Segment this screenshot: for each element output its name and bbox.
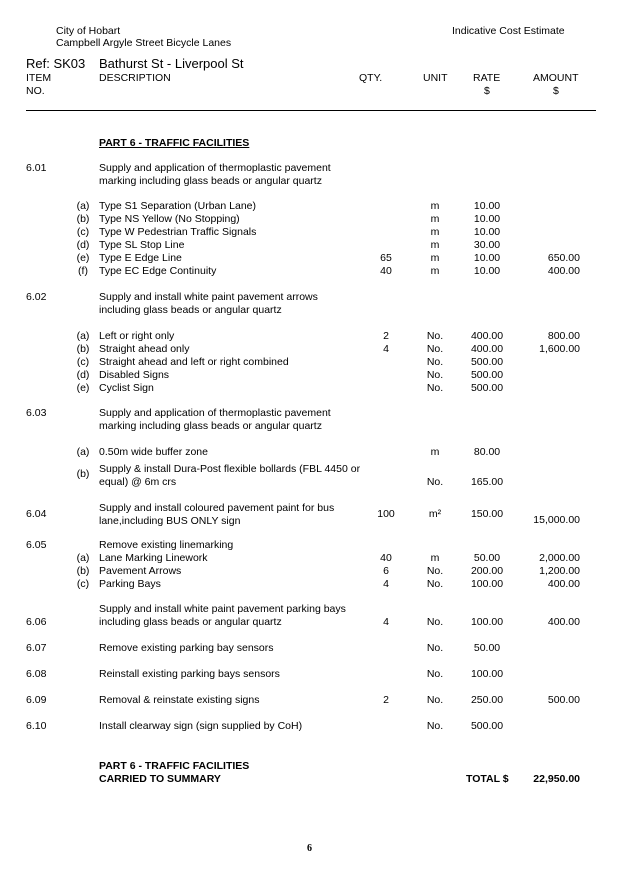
item-description: including glass beads or angular quartz xyxy=(99,304,282,316)
project-name: Campbell Argyle Street Bicycle Lanes xyxy=(56,37,232,49)
col-amount: AMOUNT xyxy=(533,72,579,84)
quantity: 6 xyxy=(383,565,389,577)
unit: No. xyxy=(426,356,444,368)
amount: 1,200.00 xyxy=(539,565,580,577)
total-label: TOTAL $ xyxy=(466,773,509,785)
unit: m xyxy=(430,226,440,238)
rate: 400.00 xyxy=(470,343,504,355)
amount: 15,000.00 xyxy=(533,514,580,526)
item-description: Type S1 Separation (Urban Lane) xyxy=(99,200,257,212)
item-description: Supply and install white paint pavement arrows xyxy=(99,291,318,303)
sub-item-letter: (d) xyxy=(76,369,90,381)
quantity: 40 xyxy=(380,265,392,277)
unit: No. xyxy=(426,578,444,590)
unit: m xyxy=(430,446,440,458)
amount: 500.00 xyxy=(547,694,580,706)
item-description: Supply and install white paint pavement parking bays xyxy=(99,603,346,615)
rate: 150.00 xyxy=(470,508,504,520)
unit: m xyxy=(430,252,440,264)
item-number: 6.01 xyxy=(26,162,47,174)
rate: 50.00 xyxy=(473,552,501,564)
sub-item-letter: (b) xyxy=(76,565,90,577)
sub-item-letter: (a) xyxy=(76,200,90,212)
unit: No. xyxy=(426,616,444,628)
item-description: Straight ahead only xyxy=(99,343,190,355)
item-number: 6.07 xyxy=(26,642,47,654)
reference-label: Ref: SK03 xyxy=(26,56,86,71)
item-description: Cyclist Sign xyxy=(99,382,154,394)
item-description: Remove existing parking bay sensors xyxy=(99,642,274,654)
item-description: Parking Bays xyxy=(99,578,161,590)
item-number: 6.05 xyxy=(26,539,47,551)
rate: 10.00 xyxy=(473,265,501,277)
rate: 200.00 xyxy=(470,565,504,577)
amount: 400.00 xyxy=(547,265,580,277)
unit: m xyxy=(430,213,440,225)
item-description: Install clearway sign (sign supplied by CoH) xyxy=(99,720,303,732)
item-description: Type NS Yellow (No Stopping) xyxy=(99,213,240,225)
sub-item-letter: (e) xyxy=(76,382,90,394)
unit: No. xyxy=(426,476,444,488)
rate: 100.00 xyxy=(470,668,504,680)
total-value: 22,950.00 xyxy=(533,773,580,785)
unit: No. xyxy=(426,642,444,654)
item-description: including glass beads or angular quartz xyxy=(99,616,282,628)
rate: 500.00 xyxy=(470,369,504,381)
quantity: 65 xyxy=(380,252,392,264)
item-description: Type SL Stop Line xyxy=(99,239,185,251)
rate: 100.00 xyxy=(470,616,504,628)
rate: 250.00 xyxy=(470,694,504,706)
col-item-no: NO. xyxy=(26,85,45,97)
item-number: 6.10 xyxy=(26,720,47,732)
sub-item-letter: (a) xyxy=(76,330,90,342)
rate: 500.00 xyxy=(470,382,504,394)
item-description: Supply & install Dura-Post flexible bollards (FBL 4450 or xyxy=(99,463,361,475)
col-unit: UNIT xyxy=(423,72,448,84)
unit: No. xyxy=(426,330,444,342)
unit: m xyxy=(430,239,440,251)
quantity: 40 xyxy=(380,552,392,564)
col-item: ITEM xyxy=(26,72,52,84)
rate: 50.00 xyxy=(473,642,501,654)
header-divider xyxy=(26,110,596,111)
sub-item-letter: (a) xyxy=(76,552,90,564)
unit: No. xyxy=(426,720,444,732)
quantity: 4 xyxy=(383,343,389,355)
unit: No. xyxy=(426,694,444,706)
item-description: Type E Edge Line xyxy=(99,252,182,264)
footer-part-title: PART 6 - TRAFFIC FACILITIES xyxy=(99,760,250,772)
item-number: 6.04 xyxy=(26,508,47,520)
item-number: 6.08 xyxy=(26,668,47,680)
item-description: Supply and install coloured pavement paint for bus xyxy=(99,502,335,514)
item-description: 0.50m wide buffer zone xyxy=(99,446,208,458)
rate: 100.00 xyxy=(470,578,504,590)
rate: 500.00 xyxy=(470,720,504,732)
col-description: DESCRIPTION xyxy=(99,72,171,84)
item-description: Remove existing linemarking xyxy=(99,539,234,551)
footer-carried: CARRIED TO SUMMARY xyxy=(99,773,221,785)
section-title: PART 6 - TRAFFIC FACILITIES xyxy=(99,137,250,149)
item-description: marking including glass beads or angular quartz xyxy=(99,175,322,187)
unit: m xyxy=(430,265,440,277)
amount: 1,600.00 xyxy=(539,343,580,355)
sub-item-letter: (c) xyxy=(76,356,90,368)
rate: 10.00 xyxy=(473,213,501,225)
amount: 400.00 xyxy=(547,578,580,590)
col-rate: RATE xyxy=(473,72,501,84)
rate: 500.00 xyxy=(470,356,504,368)
unit: No. xyxy=(426,668,444,680)
reference-title: Bathurst St - Liverpool St xyxy=(99,56,244,71)
sub-item-letter: (f) xyxy=(78,265,88,277)
item-description: Left or right only xyxy=(99,330,175,342)
sub-item-letter: (e) xyxy=(76,252,90,264)
rate: 10.00 xyxy=(473,200,501,212)
sub-item-letter: (b) xyxy=(76,468,90,480)
amount: 400.00 xyxy=(547,616,580,628)
item-description: Disabled Signs xyxy=(99,369,170,381)
rate: 400.00 xyxy=(470,330,504,342)
amount: 2,000.00 xyxy=(539,552,580,564)
unit: m xyxy=(430,200,440,212)
item-description: Type W Pedestrian Traffic Signals xyxy=(99,226,257,238)
page-number: 6 xyxy=(307,843,312,854)
item-number: 6.02 xyxy=(26,291,47,303)
item-description: Lane Marking Linework xyxy=(99,552,208,564)
item-description: lane,including BUS ONLY sign xyxy=(99,515,241,527)
item-description: Removal & reinstate existing signs xyxy=(99,694,260,706)
rate: 30.00 xyxy=(473,239,501,251)
org-name: City of Hobart xyxy=(56,25,121,37)
item-description: marking including glass beads or angular quartz xyxy=(99,420,322,432)
amount: 650.00 xyxy=(547,252,580,264)
sub-item-letter: (a) xyxy=(76,446,90,458)
col-amount-symbol: $ xyxy=(553,85,559,97)
item-description: equal) @ 6m crs xyxy=(99,476,177,488)
sub-item-letter: (c) xyxy=(76,578,90,590)
item-number: 6.03 xyxy=(26,407,47,419)
quantity: 2 xyxy=(383,694,389,706)
quantity: 4 xyxy=(383,578,389,590)
rate: 10.00 xyxy=(473,226,501,238)
item-description: Reinstall existing parking bays sensors xyxy=(99,668,280,680)
unit: m xyxy=(430,552,440,564)
sub-item-letter: (b) xyxy=(76,213,90,225)
rate: 10.00 xyxy=(473,252,501,264)
quantity: 100 xyxy=(377,508,395,520)
item-description: Straight ahead and left or right combined xyxy=(99,356,289,368)
quantity: 4 xyxy=(383,616,389,628)
sub-item-letter: (d) xyxy=(76,239,90,251)
document-type: Indicative Cost Estimate xyxy=(452,25,565,37)
item-description: Supply and application of thermoplastic pavement xyxy=(99,407,331,419)
item-description: Supply and application of thermoplastic pavement xyxy=(99,162,331,174)
item-number: 6.09 xyxy=(26,694,47,706)
sub-item-letter: (c) xyxy=(76,226,90,238)
amount: 800.00 xyxy=(547,330,580,342)
unit: No. xyxy=(426,343,444,355)
sub-item-letter: (b) xyxy=(76,343,90,355)
item-description: Pavement Arrows xyxy=(99,565,182,577)
rate: 165.00 xyxy=(470,476,504,488)
rate: 80.00 xyxy=(473,446,501,458)
unit: No. xyxy=(426,565,444,577)
unit: m² xyxy=(428,508,442,520)
col-qty: QTY. xyxy=(359,72,383,84)
col-rate-symbol: $ xyxy=(484,85,490,97)
unit: No. xyxy=(426,369,444,381)
item-number: 6.06 xyxy=(26,616,47,628)
unit: No. xyxy=(426,382,444,394)
quantity: 2 xyxy=(383,330,389,342)
item-description: Type EC Edge Continuity xyxy=(99,265,217,277)
